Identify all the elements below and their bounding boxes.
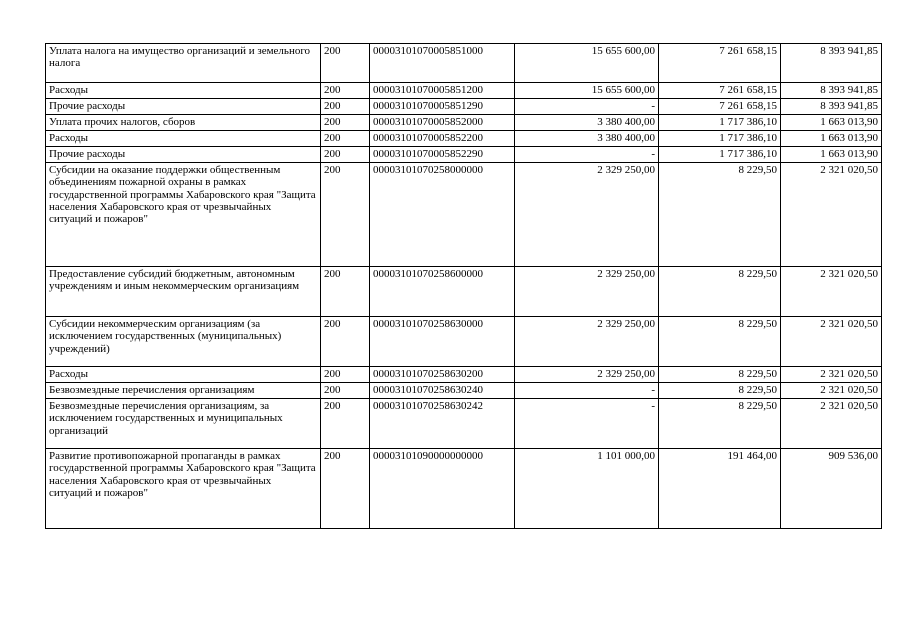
row-kbk: 00003101070258630200: [370, 367, 515, 383]
row-kbk: 00003101070258630240: [370, 383, 515, 399]
row-name: Безвозмездные перечисления организациям, за исключением государственных и муниципальных организаций: [46, 399, 321, 449]
row-code: 200: [321, 99, 370, 115]
row-code: 200: [321, 163, 370, 267]
row-approved: 2 329 250,00: [515, 267, 659, 317]
row-executed: 1 717 386,10: [659, 131, 781, 147]
row-executed: 8 229,50: [659, 367, 781, 383]
row-code: 200: [321, 131, 370, 147]
row-approved: 2 329 250,00: [515, 317, 659, 367]
row-remaining: 8 393 941,85: [781, 83, 882, 99]
row-approved: -: [515, 99, 659, 115]
row-remaining: 2 321 020,50: [781, 399, 882, 449]
row-kbk: 00003101070258600000: [370, 267, 515, 317]
table-body: [46, 44, 882, 529]
row-remaining: 8 393 941,85: [781, 44, 882, 83]
table-row: [46, 83, 882, 99]
row-code: 200: [321, 383, 370, 399]
row-remaining: 8 393 941,85: [781, 99, 882, 115]
row-remaining: 909 536,00: [781, 449, 882, 529]
row-name: Уплата налога на имущество организаций и земельного налога: [46, 44, 321, 83]
row-kbk: 00003101070005852290: [370, 147, 515, 163]
row-code: 200: [321, 83, 370, 99]
row-kbk: 00003101070005851000: [370, 44, 515, 83]
row-approved: -: [515, 399, 659, 449]
row-name: Прочие расходы: [46, 99, 321, 115]
table-row: [46, 317, 882, 367]
row-name: Расходы: [46, 367, 321, 383]
row-remaining: 1 663 013,90: [781, 115, 882, 131]
row-kbk: 00003101070005851290: [370, 99, 515, 115]
row-kbk: 00003101070258630000: [370, 317, 515, 367]
row-code: 200: [321, 449, 370, 529]
row-code: 200: [321, 115, 370, 131]
row-approved: 2 329 250,00: [515, 367, 659, 383]
row-approved: -: [515, 383, 659, 399]
row-remaining: 2 321 020,50: [781, 317, 882, 367]
row-kbk: 00003101070258630242: [370, 399, 515, 449]
row-executed: 1 717 386,10: [659, 115, 781, 131]
row-executed: 8 229,50: [659, 399, 781, 449]
row-code: 200: [321, 367, 370, 383]
table-row: [46, 115, 882, 131]
row-code: 200: [321, 399, 370, 449]
row-executed: 191 464,00: [659, 449, 781, 529]
row-remaining: 2 321 020,50: [781, 383, 882, 399]
row-executed: 7 261 658,15: [659, 99, 781, 115]
row-code: 200: [321, 267, 370, 317]
table-row: [46, 383, 882, 399]
row-remaining: 1 663 013,90: [781, 131, 882, 147]
table-row: [46, 399, 882, 449]
row-kbk: 00003101070258000000: [370, 163, 515, 267]
row-approved: -: [515, 147, 659, 163]
row-executed: 7 261 658,15: [659, 83, 781, 99]
row-name: Субсидии на оказание поддержки общественным объединениям пожарной охраны в рамках государственной программы Хабаровского края "Защита населения Хабаровского края от чрезвычайных ситуаций и пожаров": [46, 163, 321, 267]
row-code: 200: [321, 44, 370, 83]
row-name: Предоставление субсидий бюджетным, автономным учреждениям и иным некоммерческим организациям: [46, 267, 321, 317]
row-name: Расходы: [46, 83, 321, 99]
row-name: Прочие расходы: [46, 147, 321, 163]
table-row: [46, 367, 882, 383]
row-kbk: 00003101090000000000: [370, 449, 515, 529]
row-name: Субсидии некоммерческим организациям (за исключением государственных (муниципальных) учреждений): [46, 317, 321, 367]
row-approved: 15 655 600,00: [515, 83, 659, 99]
row-code: 200: [321, 147, 370, 163]
row-remaining: 2 321 020,50: [781, 367, 882, 383]
table-row: [46, 449, 882, 529]
row-executed: 8 229,50: [659, 317, 781, 367]
row-executed: 8 229,50: [659, 383, 781, 399]
budget-execution-table: [45, 43, 882, 529]
row-kbk: 00003101070005852200: [370, 131, 515, 147]
table-row: [46, 99, 882, 115]
table-row: [46, 44, 882, 83]
table-row: [46, 147, 882, 163]
row-name: Уплата прочих налогов, сборов: [46, 115, 321, 131]
row-approved: 3 380 400,00: [515, 131, 659, 147]
row-remaining: 2 321 020,50: [781, 163, 882, 267]
row-kbk: 00003101070005852000: [370, 115, 515, 131]
row-executed: 1 717 386,10: [659, 147, 781, 163]
row-executed: 8 229,50: [659, 267, 781, 317]
row-approved: 15 655 600,00: [515, 44, 659, 83]
table-row: [46, 267, 882, 317]
table-row: [46, 163, 882, 267]
row-executed: 7 261 658,15: [659, 44, 781, 83]
row-approved: 3 380 400,00: [515, 115, 659, 131]
row-name: Расходы: [46, 131, 321, 147]
row-executed: 8 229,50: [659, 163, 781, 267]
row-name: Безвозмездные перечисления организациям: [46, 383, 321, 399]
row-approved: 2 329 250,00: [515, 163, 659, 267]
row-remaining: 2 321 020,50: [781, 267, 882, 317]
row-code: 200: [321, 317, 370, 367]
table-row: [46, 131, 882, 147]
row-kbk: 00003101070005851200: [370, 83, 515, 99]
row-approved: 1 101 000,00: [515, 449, 659, 529]
row-remaining: 1 663 013,90: [781, 147, 882, 163]
row-name: Развитие противопожарной пропаганды в рамках государственной программы Хабаровского края "Защита населения Хабаровского края от чрезвычайных ситуаций и пожаров": [46, 449, 321, 529]
